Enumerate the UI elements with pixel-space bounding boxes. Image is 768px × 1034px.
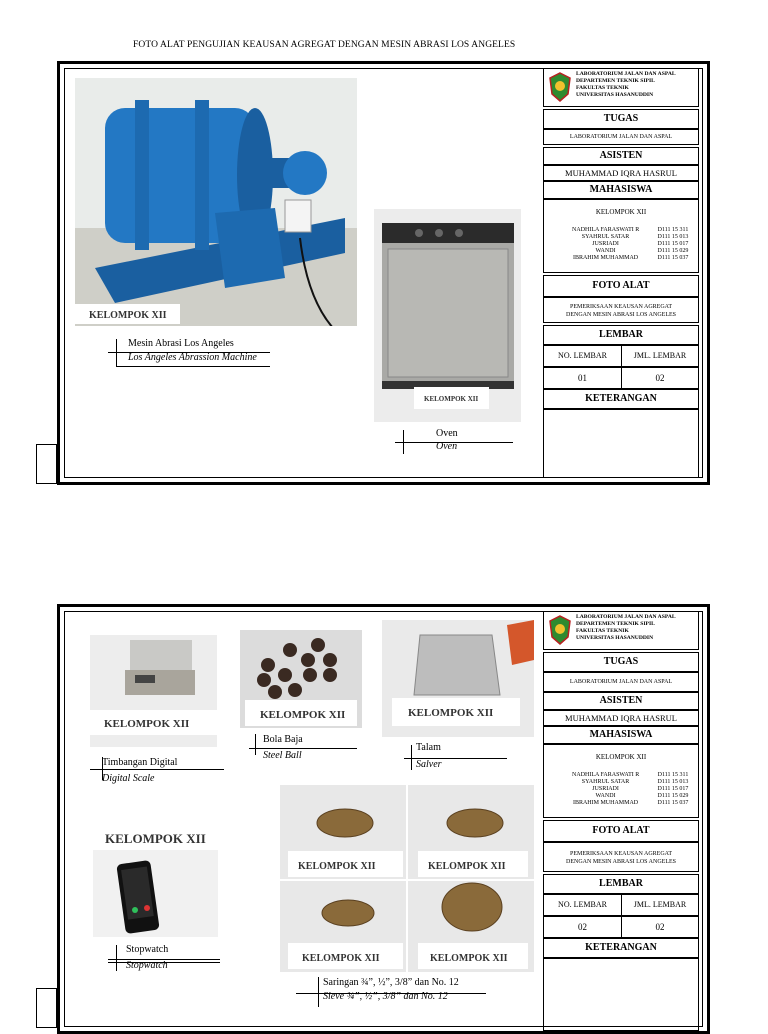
asisten-label: ASISTEN — [543, 147, 699, 165]
kelompok-label: KELOMPOK XII — [595, 753, 647, 761]
lab-header — [543, 68, 699, 107]
caption-oven — [436, 428, 458, 452]
no-lembar-value: 02 — [544, 917, 622, 937]
jml-lembar-value: 02 — [655, 373, 665, 383]
title-block — [543, 611, 699, 1031]
keterangan-label: KETERANGAN — [543, 938, 699, 958]
caption-id: Oven — [436, 428, 458, 439]
member-row: NADHILA FARASWATI R D111 15 311 — [572, 227, 689, 233]
photo-tag: KELOMPOK XII — [302, 953, 380, 964]
photo-tag: KELOMPOK XII — [260, 709, 346, 721]
member-row: JUSRIADI D111 15 017 — [592, 786, 689, 792]
tugas-label: TUGAS — [543, 652, 699, 672]
oven-image — [374, 209, 521, 422]
jml-lembar-label: JML. LEMBAR — [633, 900, 687, 909]
foto-alat-label: FOTO ALAT — [543, 820, 699, 842]
photo-stopwatch — [93, 822, 218, 937]
caption-en: Oven — [436, 441, 458, 452]
caption-bracket — [255, 734, 256, 755]
drawing-sheet-1 — [57, 61, 710, 485]
photo-sieve-set — [280, 785, 534, 972]
no-lembar-value: 01 — [544, 368, 622, 388]
photo-tag: KELOMPOK XII — [428, 861, 506, 872]
caption-id: Stopwatch — [126, 944, 169, 955]
caption-bracket — [318, 977, 319, 1007]
caption-en: Sieve ¾”, ½”, 3/8” dan No. 12 — [323, 991, 448, 1002]
lab-name: LABORATORIUM JALAN DAN ASPAL DEPARTEMEN TEKNIK SIPIL FAKULTAS TEKNIK UNIVERSITAS HASANUDDIN — [576, 71, 676, 98]
abrasion-machine-image — [75, 78, 357, 326]
caption-salver — [416, 742, 442, 770]
caption-id: Talam — [416, 742, 441, 753]
member-row: WANDI D111 15 029 — [595, 248, 689, 254]
jml-lembar-value: 02 — [655, 922, 665, 932]
photo-tag: KELOMPOK XII — [105, 831, 206, 846]
keterangan-box — [543, 958, 699, 1031]
jml-lembar-label: JML. LEMBAR — [633, 351, 687, 360]
caption-en: Salver — [416, 759, 442, 770]
caption-digital-scale — [102, 757, 177, 784]
member-row: IBRAHIM MUHAMMAD D111 15 037 — [572, 800, 689, 806]
university-logo — [548, 72, 572, 102]
caption-rule — [116, 366, 270, 367]
title-block — [543, 68, 699, 478]
asisten-label: ASISTEN — [543, 692, 699, 710]
tugas-label: TUGAS — [543, 109, 699, 129]
photo-tag: KELOMPOK XII — [408, 707, 494, 719]
mahasiswa-label: MAHASISWA — [543, 181, 699, 199]
photo-steel-ball — [240, 630, 362, 728]
photo-tag: KELOMPOK XII — [89, 310, 167, 321]
lembar-label: LEMBAR — [543, 325, 699, 345]
keterangan-label: KETERANGAN — [543, 389, 699, 409]
foto-alat-value: PEMERIKSAAN KEAUSAN AGREGAT DENGAN MESIN ABRASI LOS ANGELES — [543, 297, 699, 323]
caption-id: Saringan ¾”, ½”, 3/8” dan No. 12 — [323, 977, 459, 988]
photo-tag: KELOMPOK XII — [430, 953, 508, 964]
lab-header — [543, 611, 699, 650]
binder-tab — [36, 988, 57, 1028]
steel-ball-image — [240, 630, 362, 728]
caption-id: Timbangan Digital — [102, 757, 178, 768]
lembar-header-row — [543, 894, 699, 916]
caption-sieve — [323, 977, 459, 1002]
member-row: SYAHRUL SATAR D111 15 013 — [581, 779, 689, 785]
salver-image — [382, 620, 534, 737]
member-list — [543, 199, 699, 273]
member-row: NADHILA FARASWATI R D111 15 311 — [572, 772, 689, 778]
mahasiswa-label: MAHASISWA — [543, 726, 699, 744]
lembar-value-row — [543, 916, 699, 938]
photo-oven — [374, 209, 521, 422]
photo-abrasion-machine — [75, 78, 357, 326]
lembar-header-row — [543, 345, 699, 367]
member-list — [543, 744, 699, 818]
caption-stopwatch — [126, 944, 168, 971]
caption-en: Stopwatch — [126, 960, 168, 971]
member-row: SYAHRUL SATAR D111 15 013 — [581, 234, 689, 240]
foto-alat-value: PEMERIKSAAN KEAUSAN AGREGAT DENGAN MESIN ABRASI LOS ANGELES — [543, 842, 699, 872]
photo-tag: KELOMPOK XII — [104, 718, 190, 730]
digital-scale-image — [90, 635, 217, 747]
no-lembar-label: NO. LEMBAR — [544, 895, 622, 915]
caption-bracket — [116, 945, 117, 971]
asisten-value: MUHAMMAD IQRA HASRUL — [543, 710, 699, 726]
tugas-value: LABORATORIUM JALAN DAN ASPAL — [543, 672, 699, 692]
lab-name: LABORATORIUM JALAN DAN ASPAL DEPARTEMEN TEKNIK SIPIL FAKULTAS TEKNIK UNIVERSITAS HASANUDDIN — [576, 614, 676, 641]
foto-alat-label: FOTO ALAT — [543, 275, 699, 297]
page-title: FOTO ALAT PENGUJIAN KEAUSAN AGREGAT DENGAN MESIN ABRASI LOS ANGELES — [133, 40, 516, 50]
binder-tab — [36, 444, 57, 484]
photo-digital-scale — [90, 635, 217, 747]
photo-tag: KELOMPOK XII — [424, 395, 479, 403]
caption-id: Bola Baja — [263, 734, 303, 745]
caption-id: Mesin Abrasi Los Angeles — [128, 338, 234, 349]
lembar-label: LEMBAR — [543, 874, 699, 894]
asisten-value: MUHAMMAD IQRA HASRUL — [543, 165, 699, 181]
caption-abrasion-machine — [128, 338, 257, 363]
kelompok-label: KELOMPOK XII — [595, 208, 647, 216]
member-row: WANDI D111 15 029 — [595, 793, 689, 799]
member-row: IBRAHIM MUHAMMAD D111 15 037 — [572, 255, 689, 261]
lembar-value-row — [543, 367, 699, 389]
tugas-value: LABORATORIUM JALAN DAN ASPAL — [543, 129, 699, 145]
no-lembar-label: NO. LEMBAR — [544, 346, 622, 366]
stopwatch-image — [93, 822, 218, 937]
university-logo — [548, 615, 572, 645]
caption-steel-ball — [263, 734, 303, 761]
member-row: JUSRIADI D111 15 017 — [592, 241, 689, 247]
keterangan-box — [543, 409, 699, 478]
drawing-sheet-2 — [57, 604, 710, 1034]
caption-en: Digital Scale — [102, 773, 155, 784]
caption-en: Los Angeles Abrassion Machine — [128, 352, 257, 363]
photo-tag: KELOMPOK XII — [298, 861, 376, 872]
caption-en: Steel Ball — [263, 750, 302, 761]
sieve-set-image — [280, 785, 534, 972]
photo-salver — [382, 620, 534, 737]
